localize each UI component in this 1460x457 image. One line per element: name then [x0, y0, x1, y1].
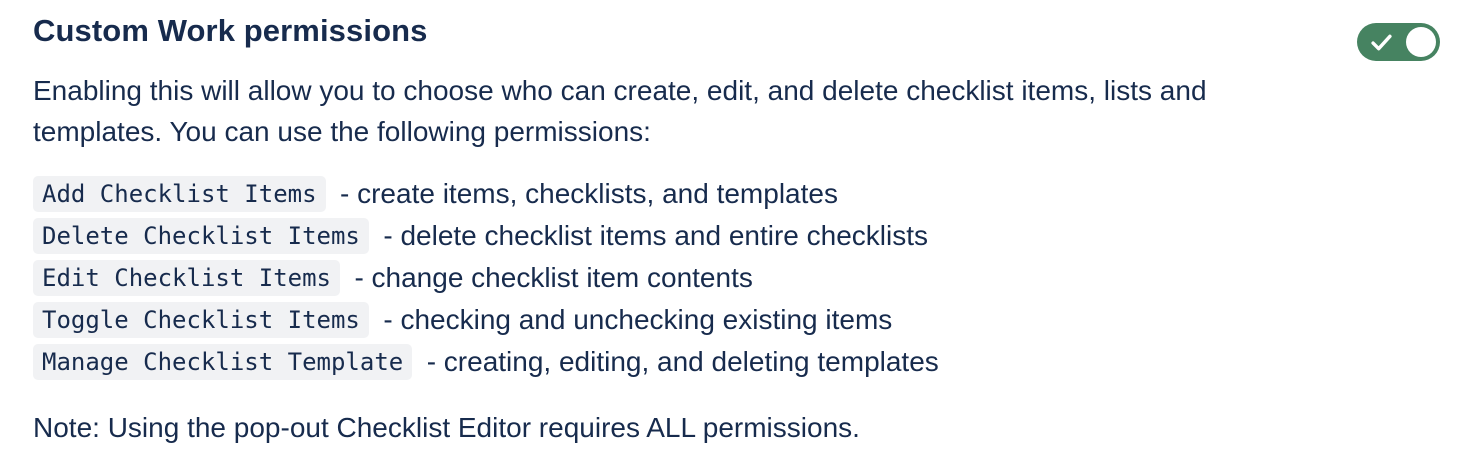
section-header [33, 0, 1440, 50]
permission-description: - creating, editing, and deleting templates [426, 346, 939, 377]
permission-code-badge: Delete Checklist Items [33, 218, 369, 254]
permission-item [33, 341, 1440, 383]
toggle-knob [1406, 27, 1436, 57]
permissions-note: Note: Using the pop-out Checklist Editor requires ALL permissions. [33, 412, 860, 443]
permission-item [33, 257, 1440, 299]
permission-item [33, 215, 1440, 257]
permission-code-badge: Edit Checklist Items [33, 260, 340, 296]
permission-code-badge: Toggle Checklist Items [33, 302, 369, 338]
page-title: Custom Work permissions [33, 13, 428, 48]
permission-description: - checking and unchecking existing items [383, 304, 893, 335]
permission-item [33, 299, 1440, 341]
permission-code-badge: Manage Checklist Template [33, 344, 412, 380]
section-description: Enabling this will allow you to choose who can create, edit, and delete checklist items, lists and templates. You can use the following permissions: [33, 75, 1207, 147]
permission-description: - create items, checklists, and templates [340, 178, 838, 209]
permission-item [33, 173, 1440, 215]
permission-description: - change checklist item contents [354, 262, 753, 293]
custom-work-permissions-toggle[interactable] [1357, 23, 1440, 61]
permissions-list [33, 173, 1440, 383]
check-icon [1368, 29, 1395, 56]
permission-description: - delete checklist items and entire checklists [383, 220, 929, 251]
permission-code-badge: Add Checklist Items [33, 176, 326, 212]
